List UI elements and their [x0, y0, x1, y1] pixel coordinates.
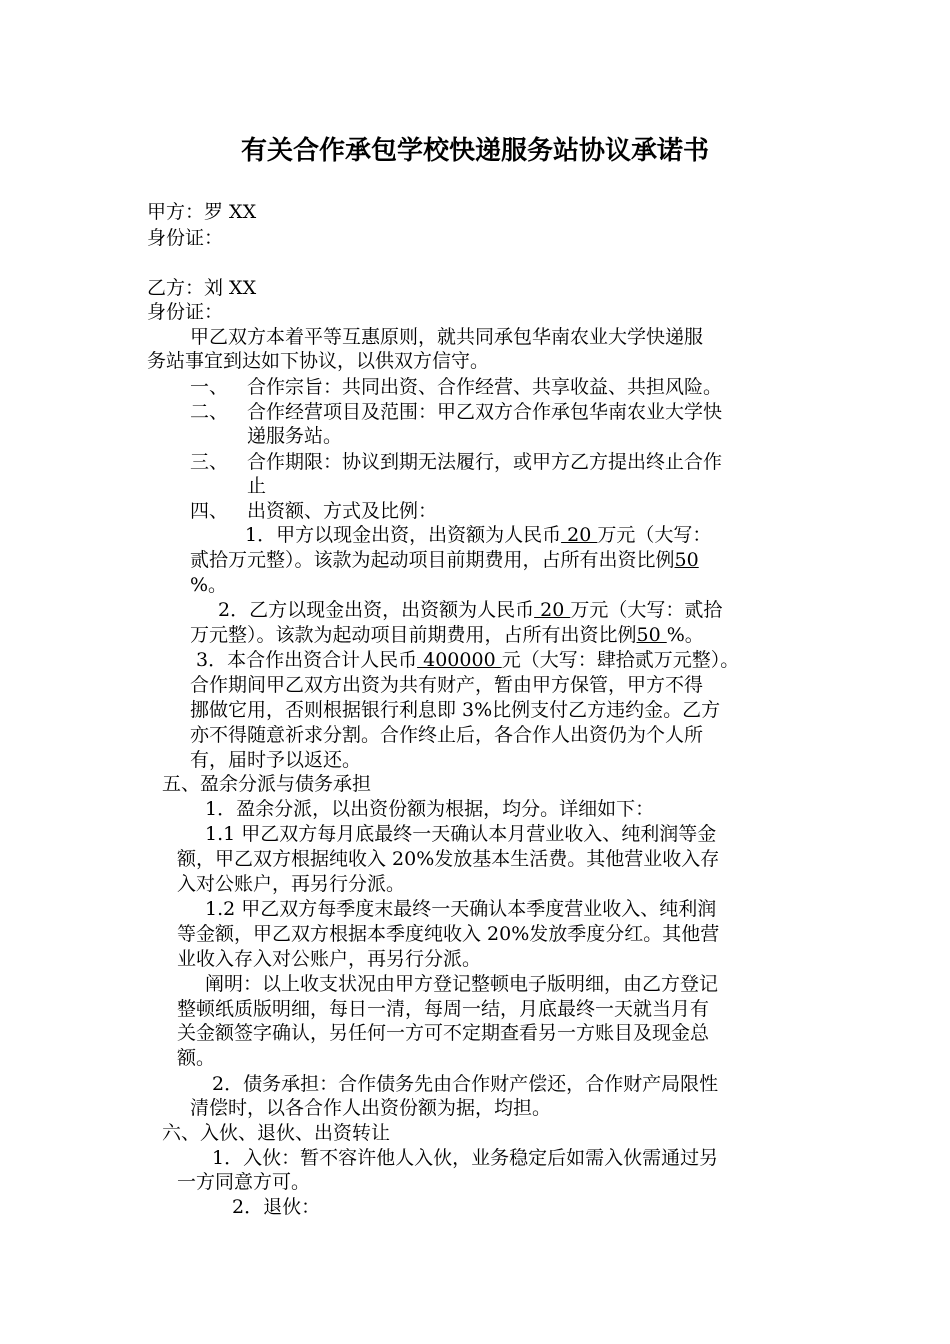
- item-3-line-1: [196, 649, 739, 671]
- item-1-amount: 20: [561, 524, 598, 546]
- party-b-id-label: 身份证：: [147, 301, 224, 323]
- section-5-note-line-1: 阐明：以上收支状况由甲方登记整顿电子版明细，由乙方登记: [205, 973, 719, 995]
- party-a-id-label: 身份证：: [147, 227, 224, 249]
- item-1-line-1: [245, 524, 711, 546]
- item-2-pre: 2．乙方以现金出资，出资额为人民币: [218, 599, 535, 621]
- intro-line-2: 务站事宜到达如下协议，以供双方信守。: [147, 350, 490, 372]
- section-5-p12-line-1: 1.2 甲乙双方每季度末最终一天确认本季度营业收入、纯利润: [205, 898, 717, 920]
- section-6-p1-line-1: 1．入伙：暂不容许他人入伙，业务稳定后如需入伙需通过另: [212, 1147, 719, 1169]
- section-5-p2-line-1: 2．债务承担：合作债务先由合作财产偿还，合作财产局限性: [212, 1073, 719, 1095]
- section-2-text-2: 递服务站。: [247, 425, 343, 447]
- item-2-line-1: [218, 599, 722, 621]
- section-4-number: 四、: [190, 500, 229, 522]
- item-3-line-4: 亦不得随意祈求分割。合作终止后，各合作人出资仍为个人所: [190, 724, 704, 746]
- item-1-line-2: [190, 549, 699, 571]
- section-5-heading: 五、盈余分派与债务承担: [162, 773, 372, 795]
- section-4-text: 出资额、方式及比例：: [247, 500, 438, 522]
- item-1-pre: 1．甲方以现金出资，出资额为人民币: [245, 524, 562, 546]
- item-2-amount: 20: [534, 599, 571, 621]
- item-3-amount: 400000: [417, 649, 502, 671]
- section-6-p2: 2．退伙：: [232, 1196, 321, 1218]
- section-5-p11-line-3: 入对公账户，再另行分派。: [177, 873, 406, 895]
- section-1-text: 合作宗旨：共同出资、合作经营、共享收益、共担风险。: [247, 376, 723, 398]
- section-3-text-1: 合作期限：协议到期无法履行，或甲方乙方提出终止合作: [247, 451, 723, 473]
- section-3-number: 三、: [190, 451, 229, 473]
- section-5-p2-line-2: 清偿时，以各合作人出资份额为据，均担。: [190, 1097, 552, 1119]
- section-5-note-line-2: 整顿纸质版明细，每日一清，每周一结，月底最终一天就当月有: [177, 998, 710, 1020]
- item-3-line-2: 合作期间甲乙双方出资为共有财产，暂由甲方保管，甲方不得: [190, 674, 704, 696]
- section-5-note-line-3: 关金额签字确认，另任何一方可不定期查看另一方账目及现金总: [177, 1022, 710, 1044]
- section-5-p11-line-2: 额，甲乙双方根据纯收入 20%发放基本生活费。其他营业收入存: [177, 848, 720, 870]
- section-5-p11-line-1: 1.1 甲乙双方每月底最终一天确认本月营业收入、纯利润等金: [205, 823, 717, 845]
- item-2-line-2: [190, 624, 704, 646]
- section-2-text-1: 合作经营项目及范围：甲乙双方合作承包华南农业大学快: [247, 401, 723, 423]
- party-a-line: 甲方：罗 XX: [147, 201, 257, 223]
- item-3-post: 元（大写：肆拾贰万元整）。: [501, 649, 740, 671]
- item-1-line-3: %。: [190, 574, 228, 596]
- intro-line-1: 甲乙双方本着平等互惠原则，就共同承包华南农业大学快递服: [190, 326, 704, 348]
- item-1-line-2-text: 贰拾万元整）。该款为起动项目前期费用，占所有出资比例: [190, 549, 675, 571]
- document-title: 有关合作承包学校快递服务站协议承诺书: [240, 136, 709, 166]
- item-2-line-2-text: 万元整）。该款为起动项目前期费用，占所有出资比例: [190, 624, 637, 646]
- section-1-number: 一、: [190, 376, 229, 398]
- section-5-p12-line-3: 业收入存入对公账户，再另行分派。: [177, 948, 482, 970]
- item-3-line-3: 挪做它用，否则根据银行利息即 3%比例支付乙方违约金。乙方: [190, 699, 721, 721]
- item-3-pre: 3．本合作出资合计人民币: [196, 649, 418, 671]
- section-5-p12-line-2: 等金额，甲乙双方根据本季度纯收入 20%发放季度分红。其他营: [177, 923, 720, 945]
- section-2-number: 二、: [190, 401, 229, 423]
- section-6-heading: 六、入伙、退伙、出资转让: [162, 1122, 391, 1144]
- item-2-line-2-post: %。: [666, 624, 704, 646]
- item-1-ratio: 50: [674, 549, 699, 571]
- section-6-p1-line-2: 一方同意方可。: [177, 1171, 311, 1193]
- item-3-line-5: 有，届时予以返还。: [190, 749, 362, 771]
- item-2-ratio: 50: [636, 624, 667, 646]
- section-5-note-line-4: 额。: [177, 1047, 216, 1069]
- item-1-post: 万元（大写：: [597, 524, 712, 546]
- party-b-line: 乙方：刘 XX: [147, 277, 257, 299]
- section-5-p1: 1．盈余分派，以出资份额为根据，均分。详细如下：: [205, 798, 655, 820]
- item-2-post: 万元（大写：贰拾: [570, 599, 723, 621]
- section-3-text-2: 止: [247, 475, 267, 497]
